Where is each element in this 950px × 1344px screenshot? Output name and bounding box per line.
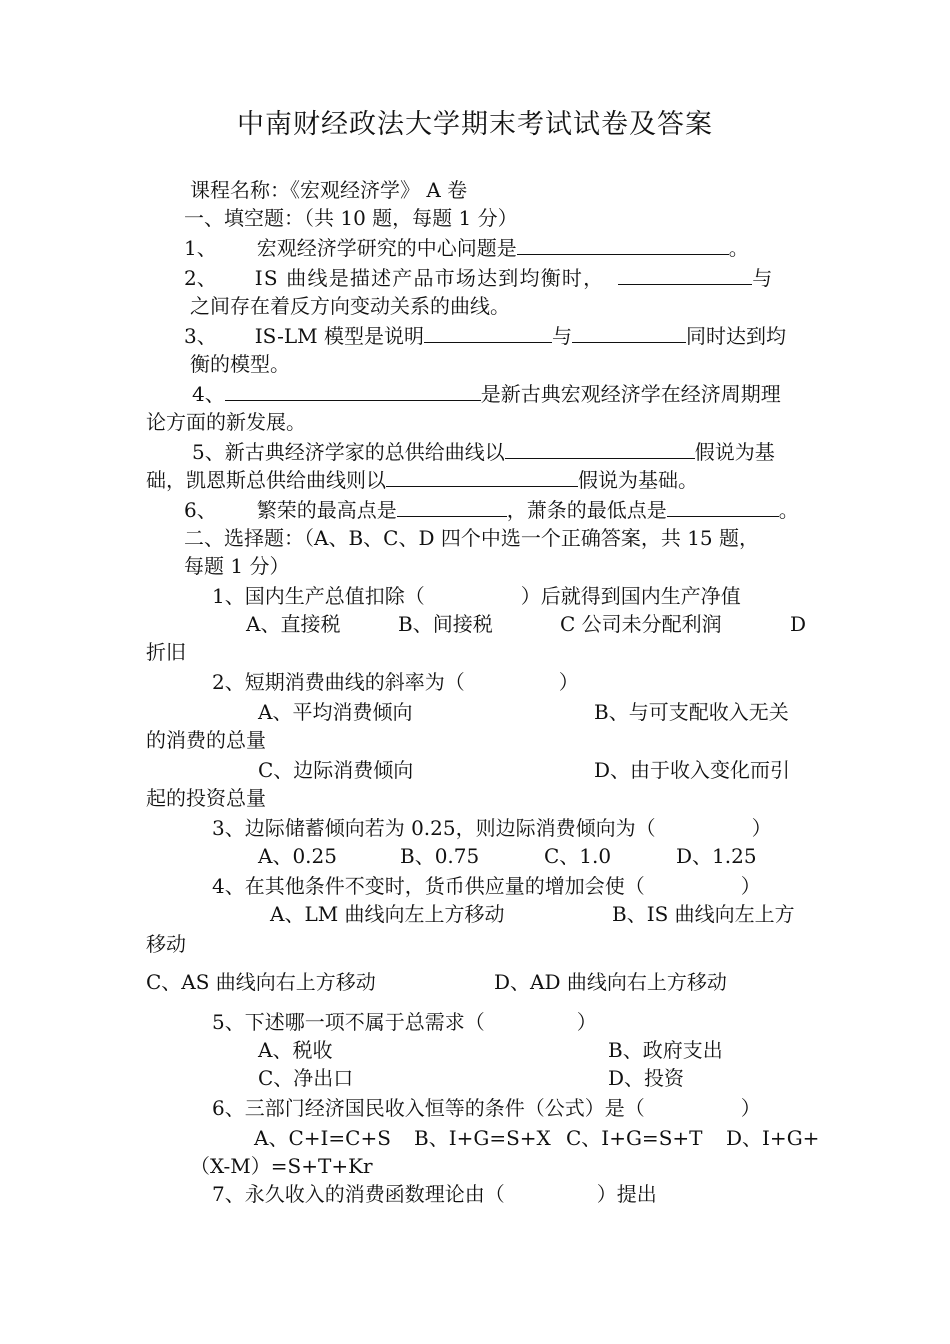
question-number: 1、 [184, 236, 217, 260]
answer-blank[interactable] [667, 496, 779, 517]
choice-question-6 [212, 1094, 761, 1122]
question-text-cont: 假说为基础。 [578, 468, 698, 492]
q4-option-d[interactable]: D、AD 曲线向右上方移动 [494, 970, 727, 994]
question-number: 6、 [184, 498, 217, 522]
q3-option-b[interactable]: B、0.75 [400, 844, 480, 868]
question-text-mid: 与 [551, 324, 572, 348]
fill-question-5-cont [146, 466, 698, 494]
question-stem: 1、国内生产总值扣除（ [212, 584, 425, 608]
question-text: 5、新古典经济学家的总供给曲线以 [192, 440, 505, 464]
question-stem-end: ） [558, 670, 579, 694]
q4-option-a[interactable]: A、LM 曲线向左上方移动 [270, 902, 505, 926]
q2-option-c[interactable]: C、边际消费倾向 [258, 758, 414, 782]
fill-question-2-cont: 之间存在着反方向变动关系的曲线。 [190, 294, 510, 318]
answer-blank[interactable] [225, 380, 481, 401]
question-text: 是新古典宏观经济学在经济周期理 [480, 382, 781, 406]
question-stem: 3、边际储蓄倾向若为 0.25，则边际消费倾向为（ [212, 816, 656, 840]
question-stem-end: ） [740, 1096, 761, 1120]
q5-option-b[interactable]: B、政府支出 [608, 1038, 723, 1062]
question-stem-end: ）提出 [596, 1182, 657, 1206]
choice-question-7 [212, 1180, 657, 1208]
fill-question-3 [184, 322, 786, 350]
answer-blank[interactable] [618, 264, 752, 285]
q3-option-a[interactable]: A、0.25 [258, 844, 337, 868]
answer-blank[interactable] [424, 322, 552, 343]
choice-question-5 [212, 1008, 597, 1036]
question-text-mid: ，萧条的最低点是 [506, 498, 667, 522]
q5-option-d[interactable]: D、投资 [608, 1066, 685, 1090]
page-title: 中南财经政法大学期末考试试卷及答案 [237, 109, 713, 140]
q1-option-d[interactable]: D [790, 612, 807, 636]
question-text-cont: 假说为基 [694, 440, 775, 464]
question-stem: 6、三部门经济国民收入恒等的条件（公式）是（ [212, 1096, 645, 1120]
choice-question-4 [212, 872, 761, 900]
choice-question-2 [212, 668, 579, 696]
q6-option-a[interactable]: A、C+I=C+S [254, 1126, 391, 1150]
q5-option-a[interactable]: A、税收 [258, 1038, 333, 1062]
answer-blank[interactable] [517, 234, 729, 255]
q2-option-a[interactable]: A、平均消费倾向 [258, 700, 413, 724]
q1-option-d-cont: 折旧 [146, 640, 186, 664]
fill-question-2 [184, 264, 772, 292]
answer-blank[interactable] [397, 496, 507, 517]
q2-option-b-cont: 的消费的总量 [146, 728, 266, 752]
fill-question-4 [192, 380, 781, 408]
choice-question-3 [212, 814, 772, 842]
punctuation: 。 [778, 498, 799, 522]
fill-question-6 [184, 496, 799, 524]
question-stem: 5、下述哪一项不属于总需求（ [212, 1010, 485, 1034]
course-name: 课程名称：《宏观经济学》 A 卷 [190, 178, 468, 202]
fill-question-3-cont: 衡的模型。 [190, 352, 290, 376]
question-stem-end: ） [576, 1010, 597, 1034]
answer-blank[interactable] [572, 322, 686, 343]
question-number: 2、 [184, 266, 217, 290]
answer-blank[interactable] [386, 466, 578, 487]
q1-option-a[interactable]: A、直接税 [246, 612, 341, 636]
question-number: 3、 [184, 324, 217, 348]
q6-option-d-cont: （X-M）=S+T+Kr [190, 1154, 373, 1178]
q2-option-b[interactable]: B、与可支配收入无关 [594, 700, 789, 724]
question-text-cont: 同时达到均 [685, 324, 786, 348]
section-choice-heading-cont: 每题 1 分） [184, 554, 290, 578]
question-number: 4、 [192, 382, 225, 406]
question-stem: 2、短期消费曲线的斜率为（ [212, 670, 465, 694]
q4-option-c[interactable]: C、AS 曲线向右上方移动 [146, 970, 376, 994]
q4-option-b-cont: 移动 [146, 932, 186, 956]
question-stem-end: ） [751, 816, 772, 840]
question-text: 繁荣的最高点是 [256, 498, 397, 522]
question-stem-end: ） [740, 874, 761, 898]
punctuation: 。 [728, 236, 749, 260]
fill-question-1 [184, 234, 749, 262]
q6-option-d[interactable]: D、I+G+ [726, 1126, 820, 1150]
q3-option-d[interactable]: D、1.25 [676, 844, 757, 868]
section-fill-heading: 一、填空题：（共 10 题，每题 1 分） [184, 206, 518, 230]
question-text: IS-LM 模型是说明 [254, 324, 424, 348]
q2-option-d-cont: 起的投资总量 [146, 786, 266, 810]
q3-option-c[interactable]: C、1.0 [544, 844, 612, 868]
q4-option-b[interactable]: B、IS 曲线向左上方 [612, 902, 795, 926]
q5-option-c[interactable]: C、净出口 [258, 1066, 354, 1090]
choice-question-1 [212, 582, 741, 610]
question-text-cont: 与 [752, 266, 773, 290]
question-text: 宏观经济学研究的中心问题是 [256, 236, 517, 260]
answer-blank[interactable] [505, 438, 695, 459]
question-stem: 4、在其他条件不变时，货币供应量的增加会使（ [212, 874, 645, 898]
section-choice-heading: 二、选择题：（A、B、C、D 四个中选一个正确答案，共 15 题， [184, 526, 759, 550]
fill-question-4-cont: 论方面的新发展。 [146, 410, 306, 434]
q6-option-c[interactable]: C、I+G=S+T [566, 1126, 703, 1150]
q1-option-b[interactable]: B、间接税 [398, 612, 493, 636]
q1-option-c[interactable]: C 公司未分配利润 [560, 612, 722, 636]
question-stem-end: ）后就得到国内生产净值 [520, 584, 741, 608]
fill-question-5 [192, 438, 775, 466]
q2-option-d[interactable]: D、由于收入变化而引 [594, 758, 791, 782]
question-stem: 7、永久收入的消费函数理论由（ [212, 1182, 505, 1206]
question-text: IS 曲线是描述产品市场达到均衡时， [254, 266, 605, 290]
q6-option-b[interactable]: B、I+G=S+X [414, 1126, 551, 1150]
question-text: 础，凯恩斯总供给曲线则以 [146, 468, 386, 492]
